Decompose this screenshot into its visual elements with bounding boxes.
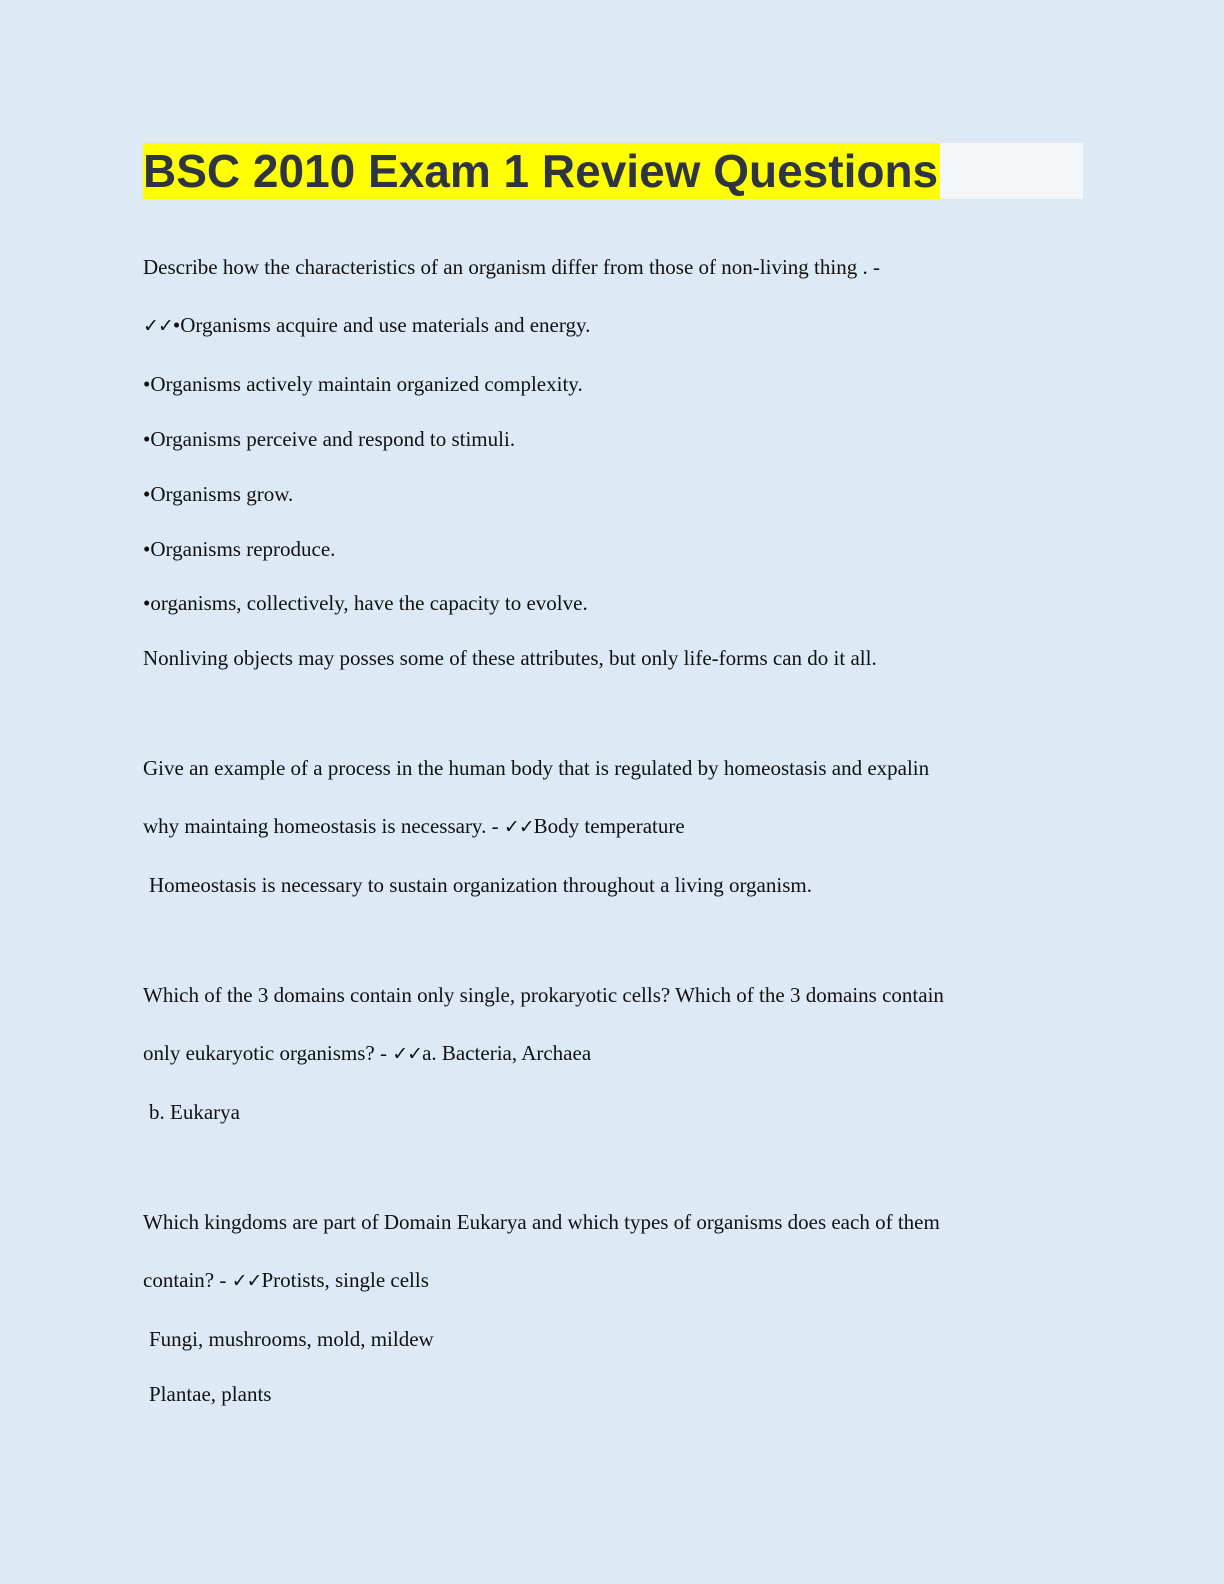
answer-line: •organisms, collectively, have the capacity to evolve. <box>143 591 588 615</box>
answer-text: •Organisms acquire and use materials and energy. <box>172 313 591 337</box>
title-box <box>143 143 1083 199</box>
double-check-icon: ✓✓ <box>231 1270 262 1292</box>
question-text: only eukaryotic organisms? - <box>143 1041 393 1065</box>
question-text: contain? - <box>143 1268 232 1292</box>
question-4-text: Which kingdoms are part of Domain Eukarya and which types of organisms does each of them <box>143 1210 940 1234</box>
answer-line: •Organisms perceive and respond to stimuli. <box>143 427 516 451</box>
answer-text: a. Bacteria, Archaea <box>422 1041 592 1065</box>
question-3-text-cont <box>143 1040 591 1067</box>
question-2-text-cont <box>143 813 685 840</box>
answer-line: •Organisms grow. <box>143 482 294 506</box>
answer-text: Protists, single cells <box>261 1268 429 1292</box>
question-3-text: Which of the 3 domains contain only single, prokaryotic cells? Which of the 3 domains contain <box>143 983 944 1007</box>
answer-line: •Organisms reproduce. <box>143 537 336 561</box>
page-title: BSC 2010 Exam 1 Review Questions <box>143 145 939 197</box>
question-2-text: Give an example of a process in the human body that is regulated by homeostasis and expalin <box>143 756 930 780</box>
answer-text: Body temperature <box>533 814 685 838</box>
double-check-icon: ✓✓ <box>392 1043 423 1065</box>
question-1-text: Describe how the characteristics of an organism differ from those of non-living thing . - <box>143 255 880 279</box>
double-check-icon: ✓✓ <box>143 315 173 337</box>
answer-line: Plantae, plants <box>149 1382 272 1406</box>
answer-line: Homeostasis is necessary to sustain organization throughout a living organism. <box>149 873 812 897</box>
answer-line: Nonliving objects may posses some of these attributes, but only life-forms can do it all. <box>143 646 877 670</box>
question-1-answer-lead <box>143 312 590 339</box>
double-check-icon: ✓✓ <box>503 816 534 838</box>
answer-line: b. Eukarya <box>149 1100 240 1124</box>
question-text: why maintaing homeostasis is necessary. - <box>143 814 504 838</box>
answer-line: Fungi, mushrooms, mold, mildew <box>149 1327 434 1351</box>
question-4-text-cont <box>143 1267 429 1294</box>
answer-line: •Organisms actively maintain organized complexity. <box>143 372 583 396</box>
